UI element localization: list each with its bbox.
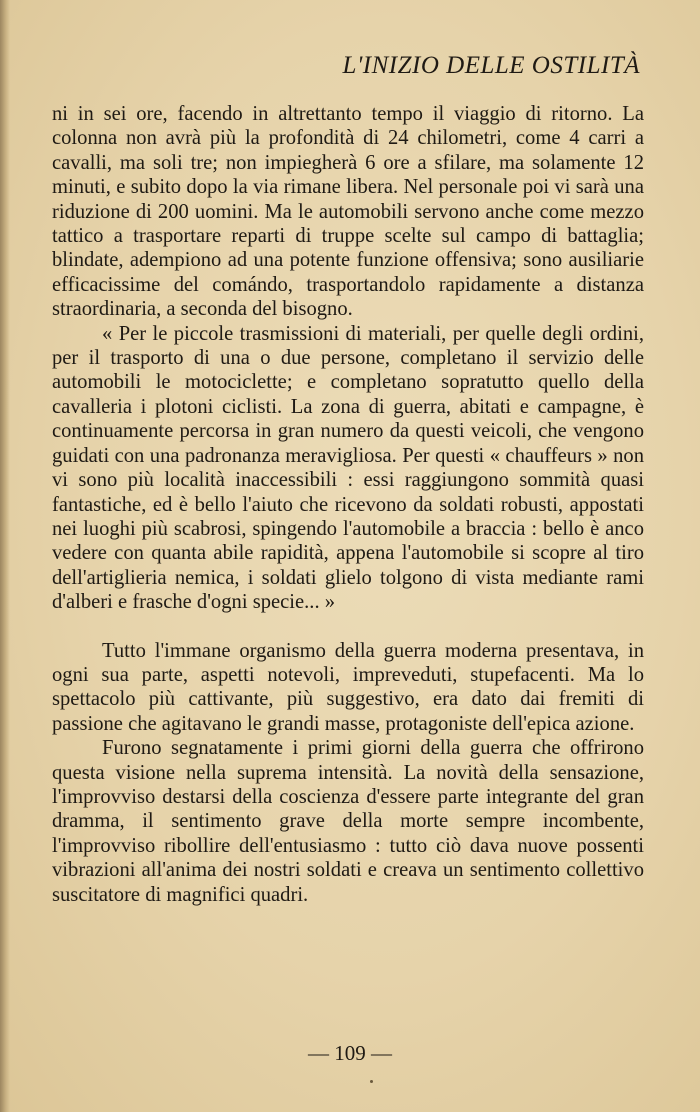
paragraph-continued: ni in sei ore, facendo in altrettanto tempo il viaggio di ritorno. La colonna non avrà più la profondità di 24 chilometri, come 4 carri a cavalli, ma soli tre; non impiegherà 6 ore a sfilare, ma solamente 12 minuti, e subito dopo la via rimane libera. Nel personale poi vi sarà una riduzione di 200 uomini. Ma le automobili servono anche come mezzo tattico a trasportare reparti di truppe scelte sul campo di battaglia; blindate, adempiono ad una potente funzione offensiva; sono ausiliarie efficacissime del comándo, trasportandolo rapidamente a distanza straordinaria, a seconda del bisogno. bbox=[52, 103, 644, 321]
paper-speck bbox=[370, 1080, 373, 1083]
running-head: L'INIZIO DELLE OSTILITÀ bbox=[342, 52, 640, 79]
paragraph-modern-war: Tutto l'immane organismo della guerra moderna presentava, in ogni sua parte, aspetti notevoli, impreveduti, stupefacenti. Ma lo spettacolo più cattivante, più suggestivo, era dato dai fremiti di passione che agitavano le grandi masse, protagoniste dell'epica azione. bbox=[52, 639, 644, 735]
page-spine-shadow bbox=[0, 0, 10, 1112]
paragraph-first-days: Furono segnatamente i primi giorni della guerra che offrirono questa visione nella suprema intensità. La novità della sensazione, l'improvviso destarsi della coscienza d'essere parte integrante del gran dramma, il sentimento grave della morte sempre incombente, l'improvviso ribollire dell'entusiasmo : tutto ciò dava nuove possenti vibrazioni all'anima dei nostri soldati e creava un sentimento collettivo suscitatore di magnifici quadri. bbox=[52, 737, 644, 906]
page-number: — 109 — bbox=[308, 1041, 392, 1065]
body-text bbox=[52, 102, 644, 907]
paragraph-quote: « Per le piccole trasmissioni di materiali, per quelle degli ordini, per il trasporto di una o due persone, completano il servizio delle automobili le motociclette; e completano sopratutto quello della cavalleria i plotoni ciclisti. La zona di guerra, abitati e campagne, è continuamente percorsa in gran numero da questi veicoli, che vengono guidati con una padronanza meravigliosa. Per questi « chauffeurs » non vi sono più località inaccessibili : essi raggiungono sommità quasi fantastiche, ed è bello l'aiuto che ricevono da soldati robusti, appostati nei luoghi più scabrosi, spingendo l'automobile a braccia : bello è anco vedere con quanta abile rapidità, appena l'automobile si scopre al tiro dell'artiglieria nemica, i soldati glielo tolgono di vista mediante rami d'alberi e frasche d'ogni specie... » bbox=[52, 322, 644, 614]
